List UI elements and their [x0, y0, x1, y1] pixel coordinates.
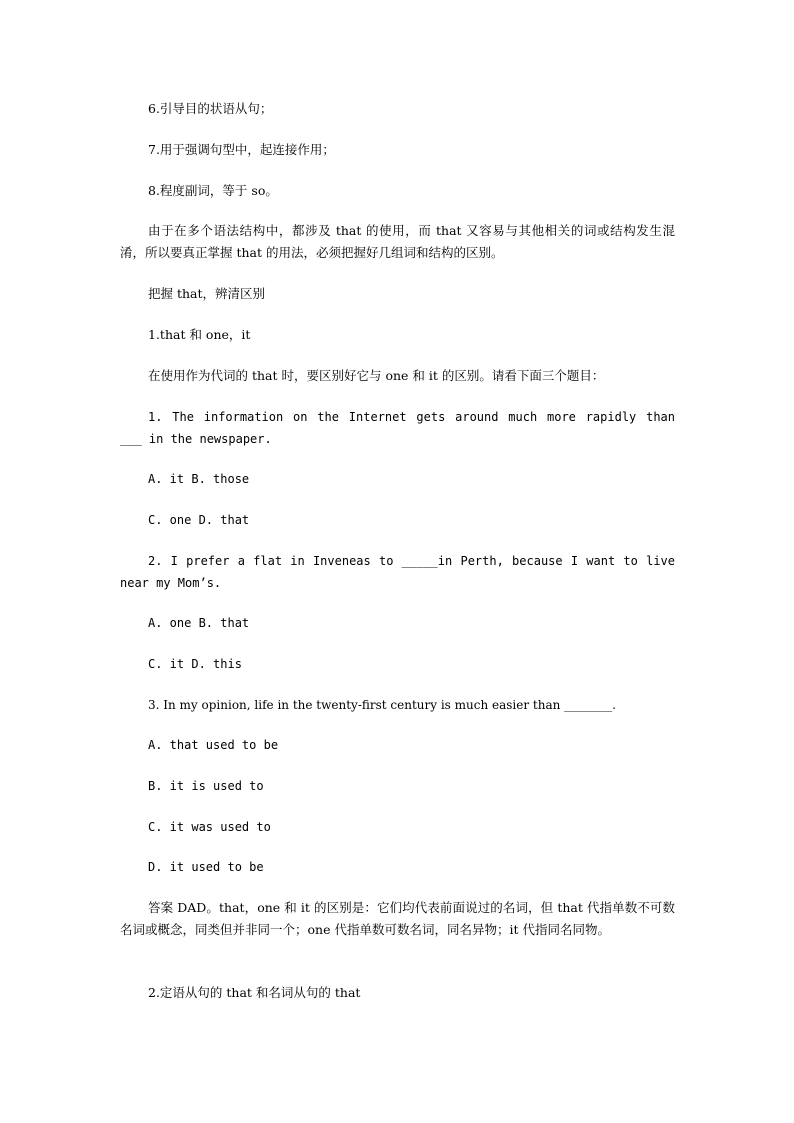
question-3-option-c: C. it was used to — [148, 820, 271, 834]
paragraph-6-purpose-clause: 6.引导目的状语从句； — [148, 101, 273, 116]
question-3-option-a: A. that used to be — [148, 738, 279, 752]
question-3-option-d: D. it used to be — [148, 860, 264, 874]
question-2-options-cd: C. it D. this — [148, 657, 242, 671]
question-3-option-b: B. it is used to — [148, 779, 264, 793]
subheading-attributive-noun-clause: 2.定语从句的 that 和名词从句的 that — [148, 985, 361, 1000]
intro-paragraph: 由于在多个语法结构中，都涉及 that 的使用，而 that 又容易与其他相关的词或结构发生混淆，所以要真正掌握 that 的用法，必须把握好几组词和结构的区别。 — [120, 223, 675, 260]
question-2-options-ab: A. one B. that — [148, 616, 250, 630]
question-1-options-cd: C. one D. that — [148, 513, 250, 527]
paragraph-8-degree-adverb: 8.程度副词，等于 so。 — [148, 183, 278, 198]
answer-explanation: 答案 DAD。that，one 和 it 的区别是：它们均代表前面说过的名词，但 that 代指单数不可数名词或概念，同类但并非同一个；one 代指单数可数名词，同名异物；it 代指同名同物。 — [120, 900, 675, 937]
question-1: 1. The information on the Internet gets around much more rapidly than ___ in the newspaper. — [120, 410, 675, 446]
question-2: 2. I prefer a flat in Inveneas to _____in Perth, because I want to live near my Mom’s. — [120, 554, 675, 590]
section-heading: 把握 that，辨清区别 — [148, 286, 266, 301]
subheading-that-one-it: 1.that 和 one，it — [148, 327, 251, 342]
instruction-paragraph: 在使用作为代词的 that 时，要区别好它与 one 和 it 的区别。请看下面三个题目： — [148, 368, 605, 383]
paragraph-7-emphatic-structure: 7.用于强调句型中，起连接作用； — [148, 142, 335, 157]
question-3: 3. In my opinion, life in the twenty-first century is much easier than ________. — [148, 698, 616, 712]
question-1-options-ab: A. it B. those — [148, 472, 250, 486]
